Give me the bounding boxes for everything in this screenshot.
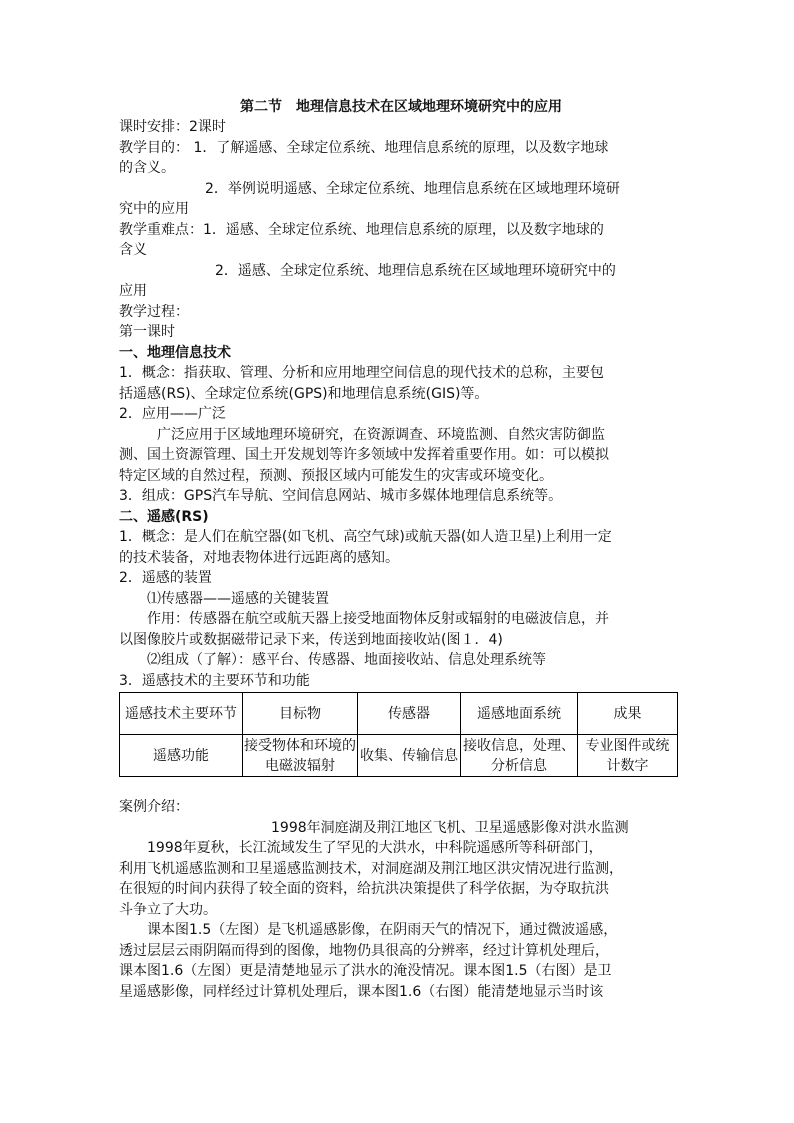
case-title: 1998年洞庭湖及荆江地区飞机、卫星遥感影像对洪水监测 — [271, 819, 629, 836]
table-header-cell: 遥感地面系统 — [461, 693, 578, 735]
text-line: 的含义。 — [119, 160, 175, 176]
text-line: 教学目的： 1．了解遥感、全球定位系统、地理信息系统的原理，以及数字地球 — [119, 139, 609, 156]
text-line: 教学重难点：1．遥感、全球定位系统、地理信息系统的原理，以及数字地球的 — [119, 221, 604, 238]
text-line: 课时安排：2课时 — [119, 119, 226, 135]
table-header-cell: 传感器 — [358, 693, 461, 735]
table-header-cell: 成果 — [578, 693, 678, 735]
text-line: 特定区域的自然过程，预测、预报区域内可能发生的灾害或环境变化。 — [119, 467, 553, 484]
text-line: 2．应用——广泛 — [119, 406, 226, 422]
text-line: 2．遥感的装置 — [119, 570, 212, 586]
table-cell: 接收信息，处理、分析信息 — [461, 735, 578, 777]
text-line: 课本图1.6（左图）更是清楚地显示了洪水的淹没情况。课本图1.5（右图）是卫 — [119, 963, 612, 979]
text-line: 在很短的时间内获得了较全面的资料，给抗洪决策提供了科学依据，为夺取抗洪 — [119, 881, 609, 897]
text-line: 作用：传感器在航空或航天器上接受地面物体反射或辐射的电磁波信息，并 — [147, 611, 609, 627]
text-line: 广泛应用于区域地理环境研究，在资源调查、环境监测、自然灾害防御监 — [157, 426, 605, 443]
text-line: 2．举例说明遥感、全球定位系统、地理信息系统在区域地理环境研 — [205, 180, 620, 197]
text-line: 2．遥感、全球定位系统、地理信息系统在区域地理环境研究中的 — [215, 262, 616, 279]
text-line: 3．遥感技术的主要环节和功能 — [119, 672, 310, 689]
text-line: 究中的应用 — [119, 201, 189, 217]
text-line: 3．组成：GPS汽车导航、空间信息网站、城市多媒体地理信息系统等。 — [119, 488, 563, 504]
text-line: 1998年夏秋，长江流域发生了罕见的大洪水，中科院遥感所等科研部门， — [147, 840, 603, 856]
text-line: 应用 — [119, 283, 147, 299]
table-header-cell: 目标物 — [243, 693, 358, 735]
text-line: 括遥感(RS)、全球定位系统(GPS)和地理信息系统(GIS)等。 — [119, 385, 489, 402]
text-line: 第一课时 — [119, 324, 175, 340]
document-title: 第二节 地理信息技术在区域地理环境研究中的应用 — [240, 99, 562, 115]
section-heading: 二、遥感(RS) — [119, 508, 209, 525]
case-label: 案例介绍： — [119, 799, 189, 815]
table-cell: 专业图件或统计数字 — [578, 735, 678, 777]
text-line: 斗争立了大功。 — [119, 901, 217, 918]
table-cell: 接受物体和环境的电磁波辐射 — [243, 735, 358, 777]
text-line: 的技术装备，对地表物体进行远距离的感知。 — [119, 549, 399, 566]
text-line: 教学过程： — [119, 303, 189, 320]
table-cell: 收集、传输信息 — [358, 735, 461, 777]
text-line: 测、国土资源管理、国土开发规划等许多领域中发挥着重要作用。如：可以模拟 — [119, 447, 609, 463]
table-row — [120, 735, 678, 777]
text-line: 透过层层云雨阴隔而得到的图像，地物仍具很高的分辨率，经过计算机处理后， — [119, 942, 609, 959]
text-line: 课本图1.5（左图）是飞机遥感影像，在阴雨天气的情况下，通过微波遥感， — [147, 922, 618, 938]
table-cell: 遥感功能 — [120, 735, 243, 777]
text-line: 1．概念：指获取、管理、分析和应用地理空间信息的现代技术的总称，主要包 — [119, 365, 604, 381]
document-page — [119, 97, 677, 1002]
section-heading: 一、地理信息技术 — [119, 344, 231, 361]
text-line: 星遥感影像，同样经过计算机处理后，课本图1.6（右图）能清楚地显示当时该 — [119, 983, 604, 1000]
text-line: 1．概念：是人们在航空器(如飞机、高空气球)或航天器(如人造卫星)上利用一定 — [119, 529, 612, 545]
text-line: ⑴传感器——遥感的关键装置 — [147, 590, 329, 607]
table-header-cell: 遥感技术主要环节 — [120, 693, 243, 735]
text-line: ⑵组成（了解）：感平台、传感器、地面接收站、信息处理系统等 — [147, 652, 546, 668]
rs-function-table — [119, 692, 678, 777]
text-line: 以图像胶片或数据磁带记录下来，传送到地面接收站(图１．4) — [119, 631, 503, 648]
table-header-row — [120, 693, 678, 735]
text-line: 利用飞机遥感监测和卫星遥感监测技术，对洞庭湖及荆江地区洪灾情况进行监测， — [119, 860, 623, 877]
text-line: 含义 — [119, 242, 147, 258]
